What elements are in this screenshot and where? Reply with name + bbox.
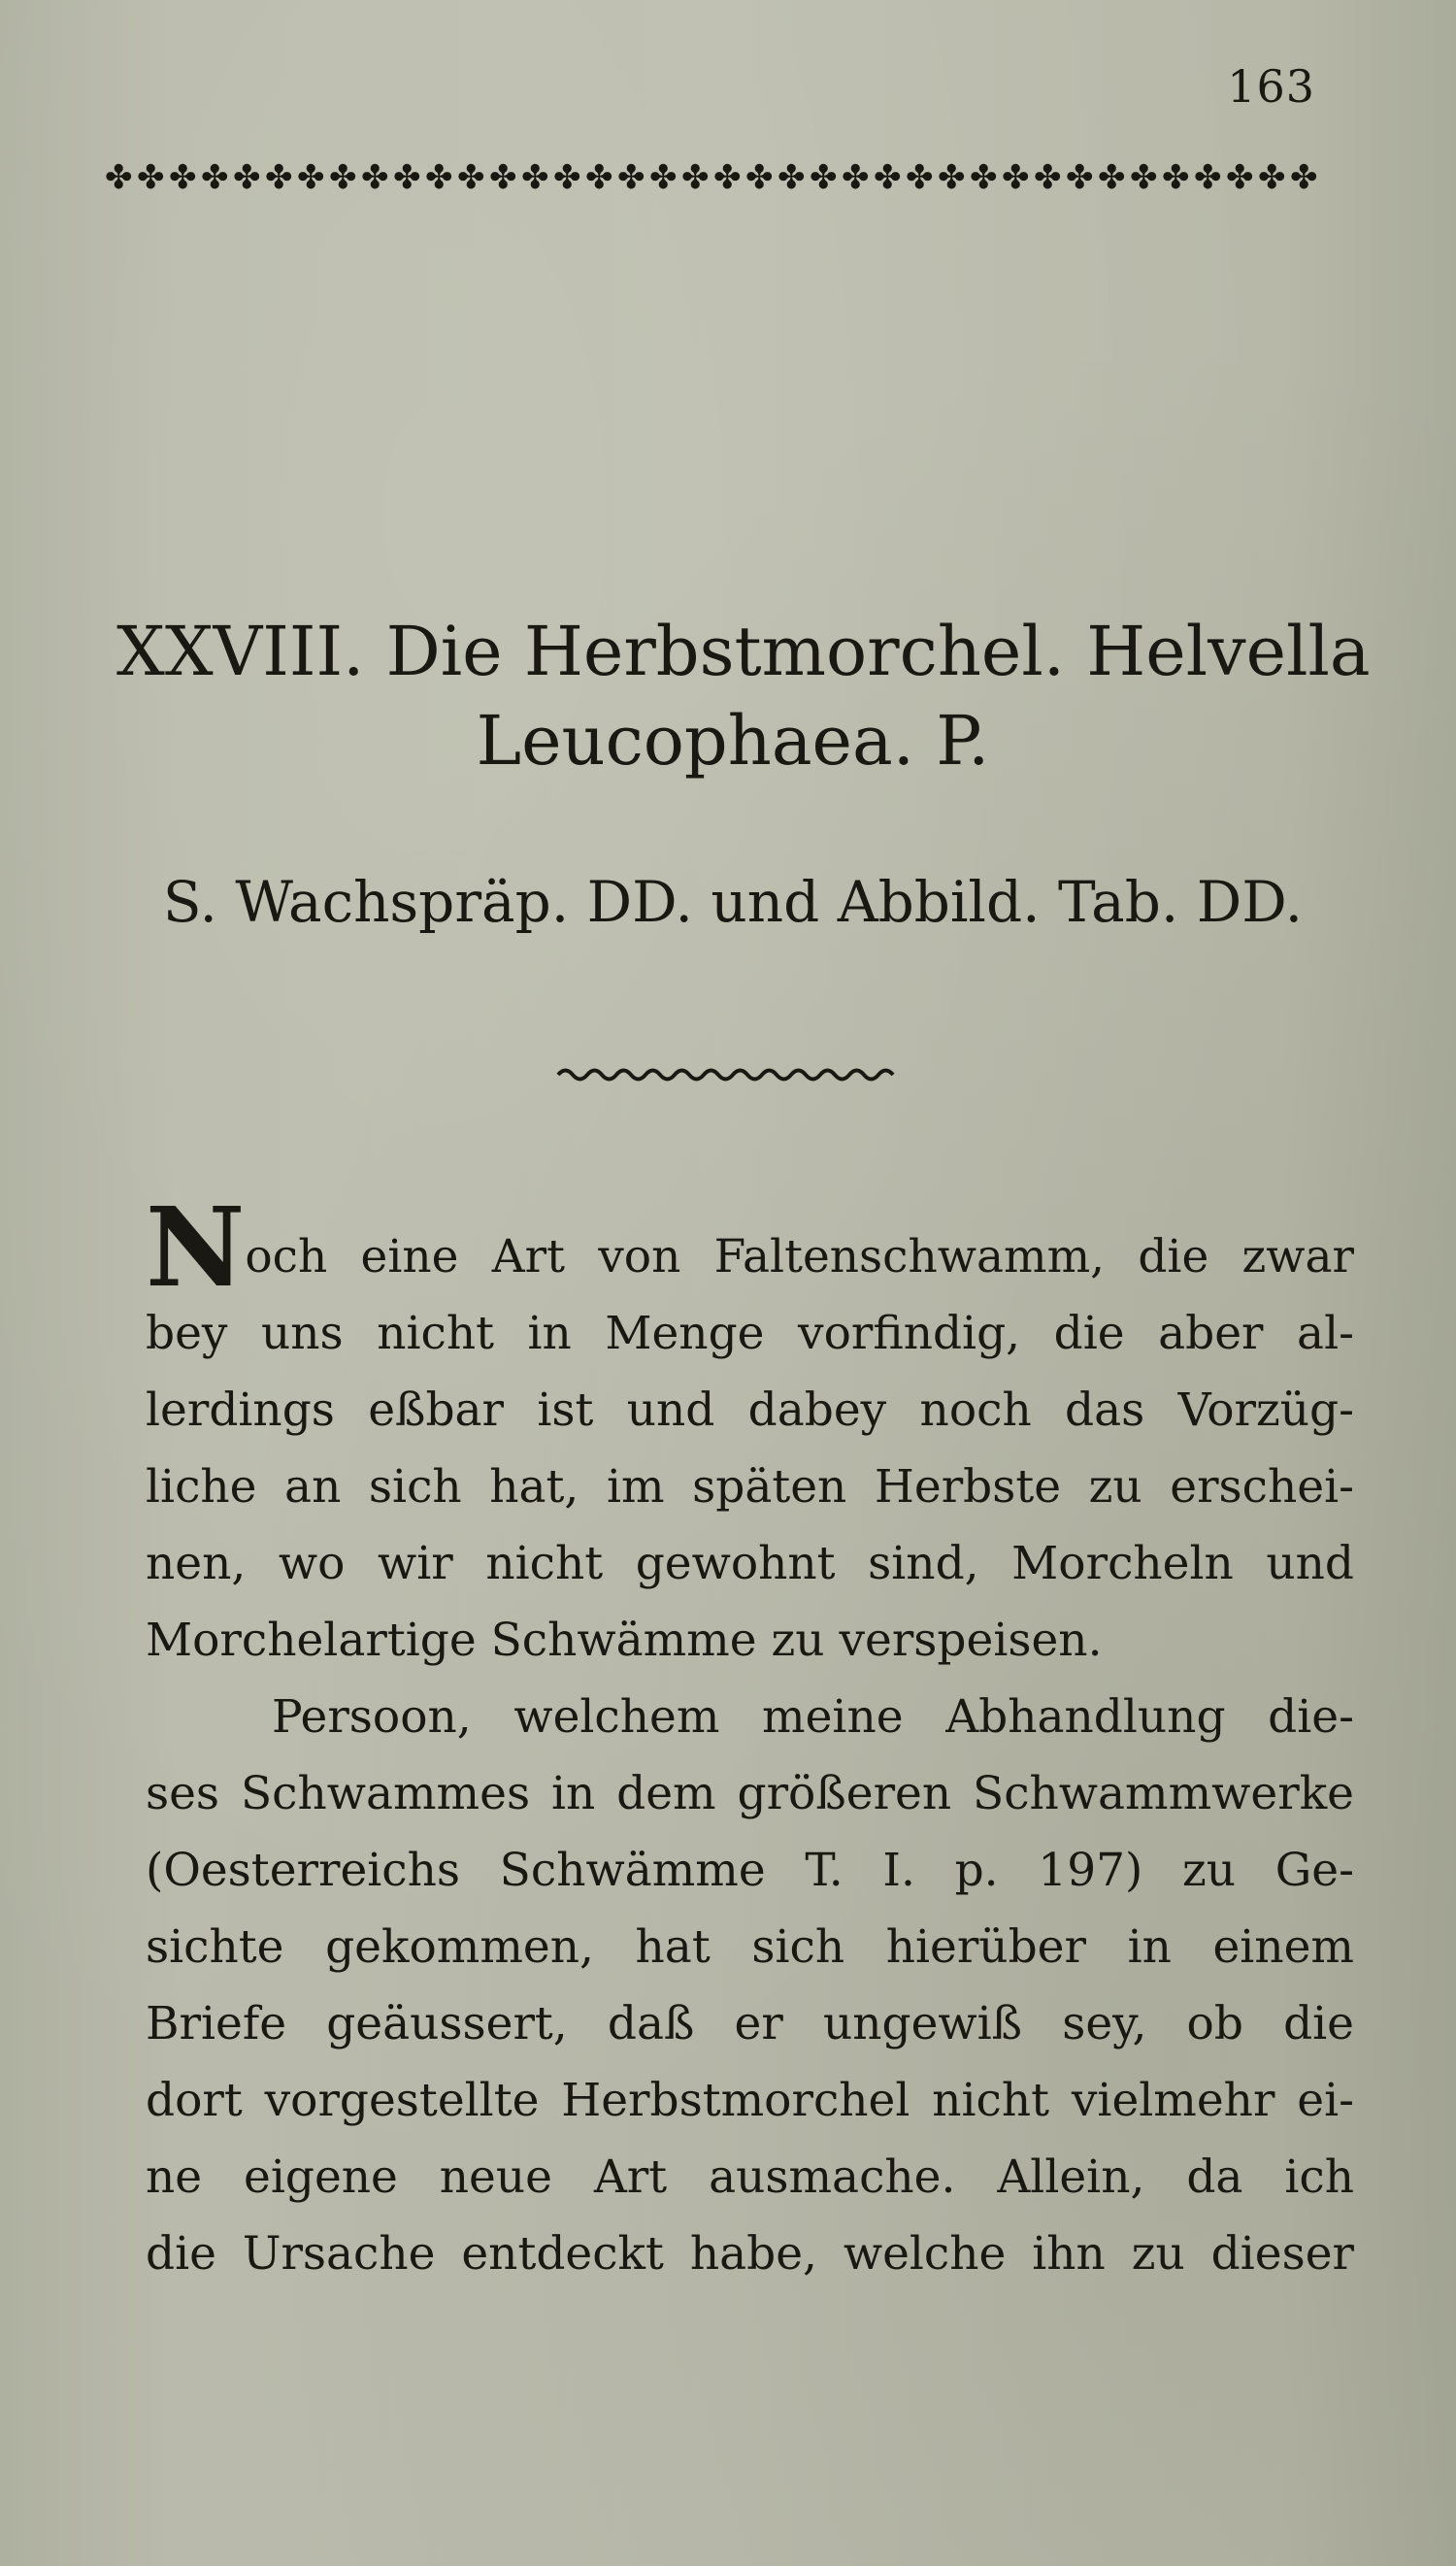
ornament-glyph: ✤	[105, 158, 133, 197]
ornament-glyph: ✤	[649, 158, 678, 197]
ornament-glyph: ✤	[361, 158, 389, 197]
ornament-glyph: ✤	[970, 158, 998, 197]
ornament-glyph: ✤	[233, 158, 261, 197]
chapter-title-line-1: XXVIII. Die Herbstmorchel. Helvella	[116, 612, 1371, 691]
ornament-glyph: ✤	[489, 158, 517, 197]
chapter-title	[116, 607, 1371, 785]
ornamental-rule	[105, 155, 1318, 200]
paragraph-2-line-6: dort vorgestellte Herbstmorchel nicht vielmehr ei-	[146, 2074, 1354, 2127]
ornament-glyph: ✤	[297, 158, 325, 197]
ornament-glyph: ✤	[1258, 158, 1286, 197]
ornament-glyph: ✤	[1226, 158, 1254, 197]
ornament-glyph: ✤	[265, 158, 293, 197]
paragraph-2-line-4: sichte gekommen, hat sich hierüber in einem	[146, 1920, 1354, 1974]
ornament-glyph: ✤	[681, 158, 710, 197]
ornament-glyph: ✤	[1002, 158, 1030, 197]
ornament-glyph: ✤	[1194, 158, 1222, 197]
paragraph-2-line-8: die Ursache entdeckt habe, welche ihn zu dieser	[146, 2227, 1354, 2281]
drop-cap: N	[146, 1184, 246, 1312]
ornament-glyph: ✤	[1162, 158, 1190, 197]
paragraph-1-line-6: Morchelartige Schwämme zu verspeisen.	[146, 1614, 1103, 1667]
paragraph-2-line-7: ne eigene neue Art ausmache. Allein, da ich	[146, 2150, 1354, 2204]
ornament-glyph: ✤	[810, 158, 838, 197]
paragraph-1-line-1-text: och eine Art von Faltenschwamm, die zwar	[245, 1230, 1354, 1283]
plate-reference: S. Wachspräp. DD. und Abbild. Tab. DD.	[162, 869, 1304, 935]
ornament-glyph: ✤	[906, 158, 934, 197]
paragraph-2-line-1: Persoon, welchem meine Abhandlung die-	[272, 1690, 1354, 1744]
ornament-glyph: ✤	[842, 158, 870, 197]
ornament-glyph: ✤	[938, 158, 966, 197]
ornament-glyph: ✤	[457, 158, 485, 197]
ornament-glyph: ✤	[1034, 158, 1062, 197]
ornament-glyph: ✤	[329, 158, 357, 197]
ornament-glyph: ✤	[201, 158, 229, 197]
paragraph-1-line-1	[146, 1184, 1354, 1312]
paragraph-2-line-3: (Oesterreichs Schwämme T. I. p. 197) zu Ge-	[146, 1844, 1354, 1897]
chapter-title-line-2: Leucophaea. P.	[476, 701, 990, 781]
ornament-glyph: ✤	[713, 158, 742, 197]
paragraph-1-line-4: liche an sich hat, im späten Herbste zu erschei-	[146, 1460, 1354, 1514]
ornament-glyph: ✤	[1130, 158, 1158, 197]
ornament-glyph: ✤	[169, 158, 197, 197]
ornament-glyph: ✤	[553, 158, 581, 197]
ornament-glyph: ✤	[1290, 158, 1318, 197]
paragraph-2-line-2: ses Schwammes in dem größeren Schwammwerke	[146, 1767, 1354, 1820]
paragraph-1-line-2: bey uns nicht in Menge vorfindig, die aber al-	[146, 1307, 1354, 1360]
paragraph-1-line-5: nen, wo wir nicht gewohnt sind, Morcheln und	[146, 1537, 1354, 1590]
ornament-glyph: ✤	[1098, 158, 1126, 197]
ornament-glyph: ✤	[874, 158, 902, 197]
page-number: 163	[1227, 60, 1315, 113]
ornament-glyph: ✤	[617, 158, 645, 197]
paragraph-1-line-3: lerdings eßbar ist und dabey noch das Vorzüg-	[146, 1383, 1354, 1437]
ornament-glyph: ✤	[521, 158, 549, 197]
decorative-squiggle-divider	[553, 1060, 903, 1089]
ornament-glyph: ✤	[425, 158, 453, 197]
ornament-glyph: ✤	[778, 158, 806, 197]
body-text	[146, 1184, 1354, 2292]
ornament-glyph: ✤	[1066, 158, 1094, 197]
ornament-glyph: ✤	[745, 158, 774, 197]
paragraph-2-line-5: Briefe geäussert, daß er ungewiß sey, ob die	[146, 1997, 1354, 2050]
ornament-glyph: ✤	[393, 158, 421, 197]
ornament-glyph: ✤	[137, 158, 165, 197]
ornament-glyph: ✤	[585, 158, 613, 197]
